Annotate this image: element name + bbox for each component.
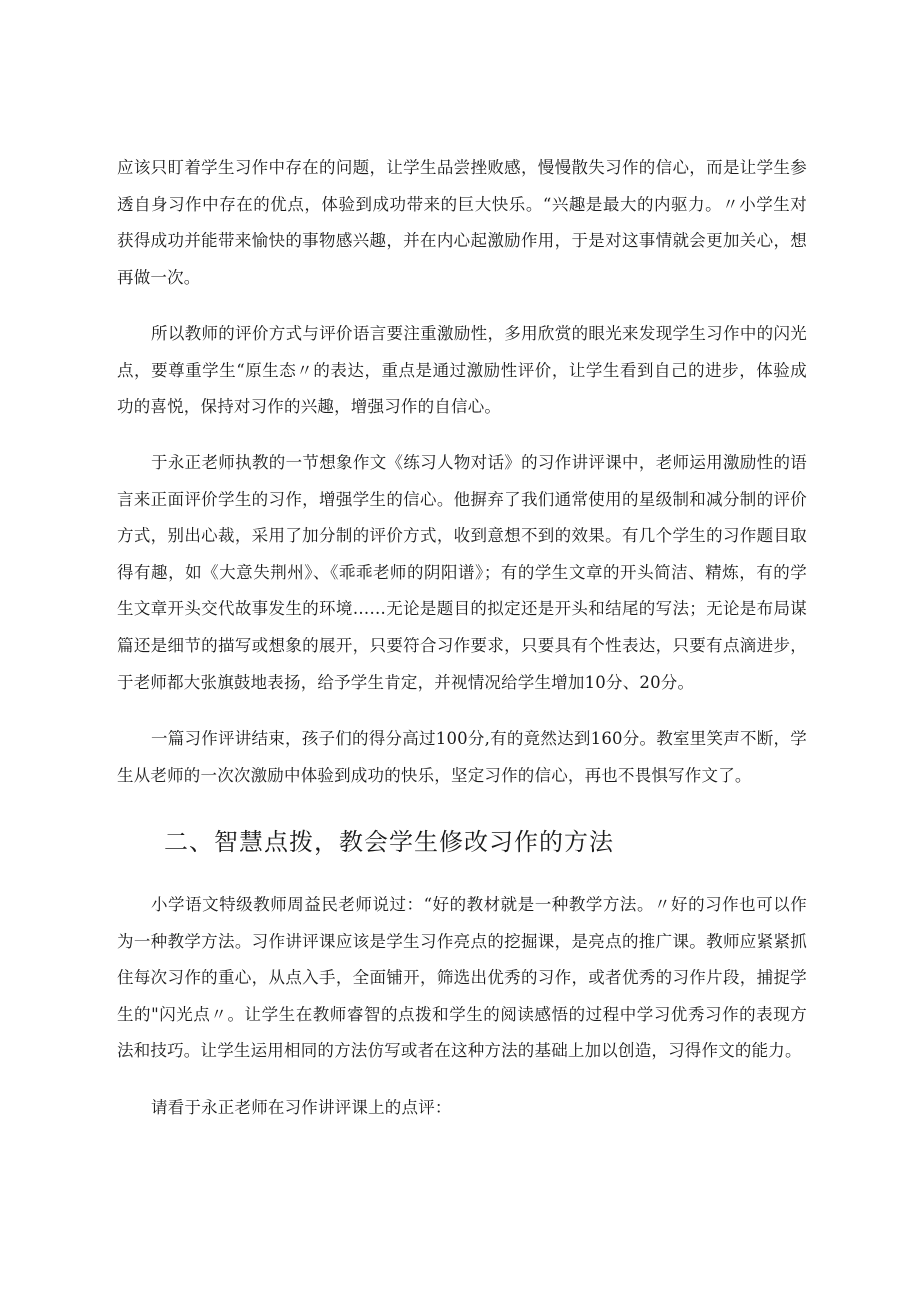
section-heading: 二、智慧点拨，教会学生修改习作的方法 [164,828,614,856]
paragraph-evaluation-method: 所以教师的评价方式与评价语言要注重激励性，多用欣赏的眼光来发现学生习作中的闪光点，要尊重学生“原生态〃的表达，重点是通过激励性评价，让学生看到自己的进步，体验成功的喜悦，保持对习作的兴趣，增强习作的自信心。 [117,324,807,417]
paragraph-lead-in: 请看于永正老师在习作讲评课上的点评： [151,1098,452,1117]
paragraph-continuation: 应该只盯着学生习作中存在的问题，让学生品尝挫败感，慢慢散失习作的信心，而是让学生参透自身习作中存在的优点，体验到成功带来的巨大快乐。“兴趣是最大的内驱力。〃小学生对获得成功并能带来愉快的事物感兴趣，并在内心起激励作用，于是对这事情就会更加关心，想再做一次。 [117,158,807,287]
paragraph-teaching-method: 小学语文特级教师周益民老师说过：“好的教材就是一种教学方法。〃好的习作也可以作为一种教学方法。习作讲评课应该是学生习作亮点的挖掘课，是亮点的推广课。教师应紧紧抓住每次习作的重心，从点入手，全面铺开，筛选出优秀的习作，或者优秀的习作片段，捕捉学生的"闪光点〃。让学生在教师睿智的点拨和学生的阅读感悟的过程中学习优秀习作的表现方法和技巧。让学生运用相同的方法仿写或者在这种方法的基础上加以创造，习得作文的能力。 [117,895,807,1061]
paragraph-result: 一篇习作评讲结束，孩子们的得分高过100分,有的竟然达到160分。教室里笑声不断，学生从老师的一次次激励中体验到成功的快乐，坚定习作的信心，再也不畏惧写作文了。 [117,729,807,785]
paragraph-teacher-example: 于永正老师执教的一节想象作文《练习人物对话》的习作讲评课中，老师运用激励性的语言来正面评价学生的习作，增强学生的信心。他摒弃了我们通常使用的星级制和减分制的评价方式，别出心裁，采用了加分制的评价方式，收到意想不到的效果。有几个学生的习作题目取得有趣，如《大意失荆州》、《乖乖老师的阴阳谱》；有的学生文章的开头简洁、精炼，有的学生文章开头交代故事发生的环境……无论是题目的拟定还是开头和结尾的写法；无论是布局谋篇还是细节的描写或想象的展开，只要符合习作要求，只要具有个性表达，只要有点滴进步，于老师都大张旗鼓地表扬，给予学生肯定，并视情况给学生增加10分、20分。 [117,453,807,692]
